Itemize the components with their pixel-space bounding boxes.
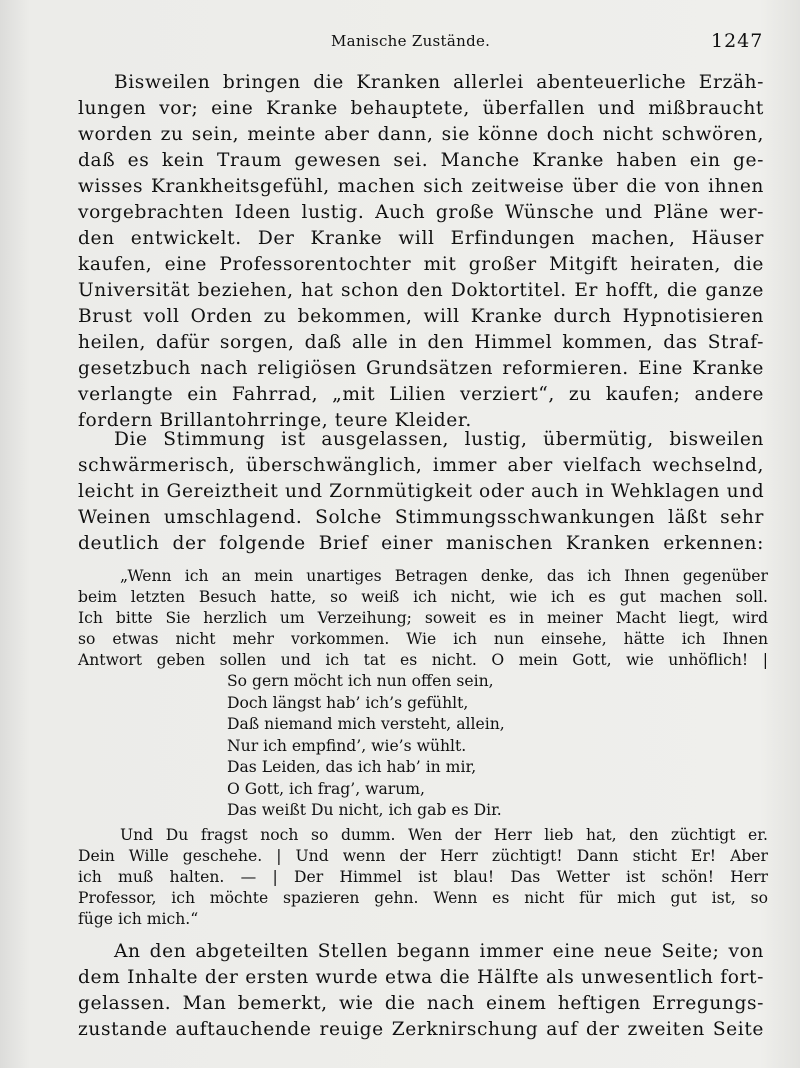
text-line: Bisweilen bringen die Kranken allerlei abenteuerliche Erzäh- — [114, 72, 764, 93]
poem-verse: Doch längst hab’ ich’s gefühlt, — [227, 693, 469, 712]
text-line: Professor, ich möchte spazieren gehn. Wenn es nicht für mich gut ist, so — [78, 889, 768, 907]
text-line: „Wenn ich an mein unartiges Betragen denke, das ich Ihnen gegenüber — [120, 567, 768, 585]
text-line: verlangte ein Fahrrad, „mit Lilien verziert“, zu kaufen; andere — [78, 384, 764, 405]
text-line: worden zu sein, meinte aber dann, sie könne doch nicht schwören, — [78, 124, 764, 145]
text-line: gesetzbuch nach religiösen Grundsätzen reformieren. Eine Kranke — [78, 358, 764, 379]
text-line: An den abgeteilten Stellen begann immer eine neue Seite; von — [114, 941, 764, 962]
running-title: Manische Zustände. — [331, 32, 491, 50]
text-line: den entwickelt. Der Kranke will Erfindungen machen, Häuser — [78, 228, 764, 249]
text-line: wisses Krankheitsgefühl, machen sich zeitweise über die von ihnen — [78, 176, 764, 197]
quoted-letter-opening — [78, 566, 768, 671]
text-line: Ich bitte Sie herzlich um Verzeihung; soweit es in meiner Macht liegt, wird — [78, 609, 768, 627]
text-line: so etwas nicht mehr vorkommen. Wie ich nun einsehe, hätte ich Ihnen — [78, 630, 768, 648]
text-line: lungen vor; eine Kranke behauptete, überfallen und mißbraucht — [78, 98, 764, 119]
poem-verse: Daß niemand mich versteht, allein, — [227, 715, 505, 733]
poem-verse: Das weißt Du nicht, ich gab es Dir. — [227, 801, 502, 819]
text-line: vorgebrachten Ideen lustig. Auch große Wünsche und Pläne wer- — [78, 202, 764, 223]
text-line: Brust voll Orden zu bekommen, will Kranke durch Hypnotisieren — [78, 306, 764, 327]
poem-verse: Nur ich empfind’, wie’s wühlt. — [227, 736, 467, 755]
text-line: ich muß halten. — | Der Himmel ist blau! Das Wetter ist schön! Herr — [78, 868, 768, 886]
poem-verse: Das Leiden, das ich hab’ in mir, — [227, 758, 477, 776]
page-number: 1247 — [711, 30, 764, 52]
text-line: gelassen. Man bemerkt, wie die nach einem heftigen Erregungs- — [78, 993, 764, 1014]
text-line: leicht in Gereiztheit und Zornmütigkeit oder auch in Wehklagen und — [78, 481, 765, 502]
text-line: fordern Brillantohrringe, teure Kleider. — [78, 410, 472, 431]
text-line: Und Du fragst noch so dumm. Wen der Herr lieb hat, den züchtigt er. — [120, 826, 768, 844]
quoted-poem — [227, 671, 505, 822]
poem-verse: O Gott, ich frag’, warum, — [227, 779, 426, 798]
quoted-letter-closing — [78, 825, 768, 930]
paragraph-1 — [78, 70, 764, 434]
text-line: füge ich mich.“ — [78, 910, 199, 928]
text-line: Dein Wille geschehe. | Und wenn der Herr züchtigt! Dann sticht Er! Aber — [78, 847, 768, 865]
text-line: Weinen umschlagend. Solche Stimmungsschwankungen läßt sehr — [78, 507, 764, 528]
paragraph-3 — [78, 939, 764, 1043]
text-line: Universität beziehen, hat schon den Doktortitel. Er hofft, die ganze — [78, 280, 764, 301]
running-head — [0, 30, 800, 56]
text-line: daß es kein Traum gewesen sei. Manche Kranke haben ein ge- — [78, 150, 764, 171]
poem-verse: So gern möcht ich nun offen sein, — [227, 672, 494, 690]
text-line: Die Stimmung ist ausgelassen, lustig, übermütig, bisweilen — [114, 429, 764, 450]
text-line: heilen, dafür sorgen, daß alle in den Himmel kommen, das Straf- — [78, 332, 764, 353]
text-line: beim letzten Besuch hatte, so weiß ich nicht, wie ich es gut machen soll. — [78, 588, 768, 606]
text-line: kaufen, eine Professorentochter mit großer Mitgift heiraten, die — [78, 254, 764, 275]
paragraph-2 — [78, 427, 764, 557]
text-line: schwärmerisch, überschwänglich, immer aber vielfach wechselnd, — [78, 455, 764, 476]
text-line: dem Inhalte der ersten wurde etwa die Hälfte als unwesentlich fort- — [78, 967, 764, 988]
text-line: zustande auftauchende reuige Zerknirschung auf der zweiten Seite — [78, 1019, 764, 1040]
text-line: Antwort geben sollen und ich tat es nicht. O mein Gott, wie unhöflich! | — [78, 651, 768, 669]
text-line: deutlich der folgende Brief einer manischen Kranken erkennen: — [78, 533, 764, 554]
